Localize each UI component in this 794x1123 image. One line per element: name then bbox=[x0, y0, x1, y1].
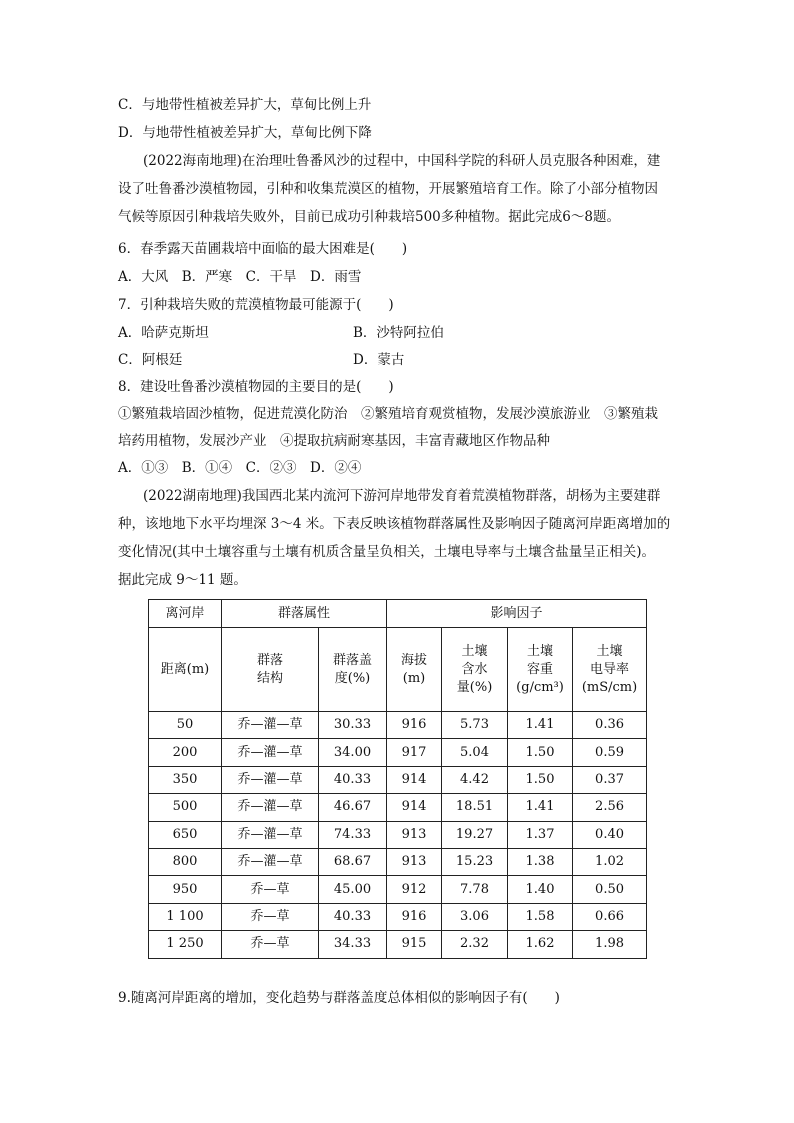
cell-distance: 650 bbox=[149, 821, 222, 848]
cell-coverage: 68.67 bbox=[319, 848, 387, 875]
cell-soil-moisture: 19.27 bbox=[442, 821, 508, 848]
table-row bbox=[149, 766, 647, 793]
table-row bbox=[149, 876, 647, 903]
table-row bbox=[149, 931, 647, 958]
cell-distance: 1 250 bbox=[149, 931, 222, 958]
passage1-line2: 设了吐鲁番沙漠植物园，引种和收集荒漠区的植物，开展繁殖培育工作。除了小部分植物因 bbox=[118, 181, 658, 197]
cell-structure: 乔—灌—草 bbox=[222, 821, 319, 848]
q8-stem: 8．建设吐鲁番沙漠植物园的主要目的是( ) bbox=[118, 379, 394, 395]
cell-soil-conductivity: 0.66 bbox=[573, 903, 647, 930]
cell-soil-density: 1.50 bbox=[508, 766, 573, 793]
cell-soil-conductivity: 2.56 bbox=[573, 794, 647, 821]
cell-coverage: 45.00 bbox=[319, 876, 387, 903]
cell-soil-density: 1.62 bbox=[508, 931, 573, 958]
q7-option-c: C．阿根廷 bbox=[118, 352, 183, 368]
q8-choices-line2: 培药用植物，发展沙产业 ④提取抗病耐寒基因，丰富青藏地区作物品种 bbox=[118, 433, 550, 449]
cell-soil-moisture: 3.06 bbox=[442, 903, 508, 930]
cell-coverage: 30.33 bbox=[319, 712, 387, 739]
passage1-line1: (2022海南地理)在治理吐鲁番风沙的过程中，中国科学院的科研人员克服各种困难，建 bbox=[143, 153, 661, 169]
table-body bbox=[149, 712, 647, 959]
passage2-line3: 变化情况(其中土壤容重与土壤有机质含量呈负相关，土壤电导率与土壤含盐量呈正相关)。 bbox=[118, 544, 656, 560]
cell-soil-moisture: 5.04 bbox=[442, 739, 508, 766]
passage1-line3: 气候等原因引种栽培失败外，目前已成功引种栽培500多种植物。据此完成6～8题。 bbox=[118, 209, 620, 225]
cell-distance: 500 bbox=[149, 794, 222, 821]
header-structure: 群落 结构 bbox=[222, 628, 319, 712]
passage2-line4: 据此完成 9～11 题。 bbox=[118, 572, 247, 588]
cell-soil-density: 1.41 bbox=[508, 794, 573, 821]
table-header-row-1 bbox=[149, 600, 647, 628]
cell-soil-density: 1.37 bbox=[508, 821, 573, 848]
q6-options: A．大风 B．严寒 C．干旱 D．雨雪 bbox=[118, 269, 362, 285]
cell-distance: 1 100 bbox=[149, 903, 222, 930]
cell-soil-density: 1.41 bbox=[508, 712, 573, 739]
cell-altitude: 914 bbox=[387, 766, 442, 793]
cell-soil-density: 1.38 bbox=[508, 848, 573, 875]
cell-soil-moisture: 15.23 bbox=[442, 848, 508, 875]
table-row bbox=[149, 821, 647, 848]
q7-option-a: A．哈萨克斯坦 bbox=[118, 325, 209, 341]
table-row bbox=[149, 848, 647, 875]
cell-structure: 乔—灌—草 bbox=[222, 712, 319, 739]
cell-coverage: 40.33 bbox=[319, 903, 387, 930]
passage2-line2: 种，该地地下水平均埋深 3～4 米。下表反映该植物群落属性及影响因子随离河岸距离增加的 bbox=[118, 516, 671, 532]
cell-distance: 950 bbox=[149, 876, 222, 903]
q8-choices-line1: ①繁殖栽培固沙植物，促进荒漠化防治 ②繁殖培育观赏植物，发展沙漠旅游业 ③繁殖栽 bbox=[118, 406, 658, 422]
cell-distance: 50 bbox=[149, 712, 222, 739]
cell-structure: 乔—灌—草 bbox=[222, 766, 319, 793]
cell-soil-moisture: 2.32 bbox=[442, 931, 508, 958]
cell-coverage: 34.00 bbox=[319, 739, 387, 766]
header-distance-top: 离河岸 bbox=[149, 600, 222, 628]
q8-options: A．①③ B．①④ C．②③ D．②④ bbox=[118, 460, 362, 476]
header-altitude: 海拔 (m) bbox=[387, 628, 442, 712]
cell-structure: 乔—草 bbox=[222, 903, 319, 930]
table-header-row-2 bbox=[149, 628, 647, 712]
cell-structure: 乔—草 bbox=[222, 931, 319, 958]
cell-soil-conductivity: 0.59 bbox=[573, 739, 647, 766]
q7-option-b: B．沙特阿拉伯 bbox=[353, 325, 444, 341]
passage2-line1: (2022湖南地理)我国西北某内流河下游河岸地带发育着荒漠植物群落，胡杨为主要建群 bbox=[143, 488, 661, 504]
header-soil-moisture: 土壤 含水 量(%) bbox=[442, 628, 508, 712]
cell-structure: 乔—草 bbox=[222, 876, 319, 903]
cell-soil-conductivity: 0.40 bbox=[573, 821, 647, 848]
cell-soil-conductivity: 1.02 bbox=[573, 848, 647, 875]
cell-distance: 200 bbox=[149, 739, 222, 766]
cell-structure: 乔—灌—草 bbox=[222, 739, 319, 766]
cell-coverage: 34.33 bbox=[319, 931, 387, 958]
cell-coverage: 40.33 bbox=[319, 766, 387, 793]
cell-altitude: 913 bbox=[387, 821, 442, 848]
q9-stem: 9.随离河岸距离的增加，变化趋势与群落盖度总体相似的影响因子有( ) bbox=[118, 990, 560, 1006]
cell-altitude: 916 bbox=[387, 903, 442, 930]
option-c-prev: C．与地带性植被差异扩大，草甸比例上升 bbox=[118, 97, 372, 113]
header-group-factors: 影响因子 bbox=[387, 600, 647, 628]
cell-structure: 乔—灌—草 bbox=[222, 794, 319, 821]
table-row bbox=[149, 794, 647, 821]
cell-soil-moisture: 4.42 bbox=[442, 766, 508, 793]
cell-soil-conductivity: 0.36 bbox=[573, 712, 647, 739]
cell-coverage: 46.67 bbox=[319, 794, 387, 821]
cell-soil-moisture: 5.73 bbox=[442, 712, 508, 739]
cell-soil-moisture: 18.51 bbox=[442, 794, 508, 821]
cell-soil-conductivity: 0.50 bbox=[573, 876, 647, 903]
cell-altitude: 916 bbox=[387, 712, 442, 739]
cell-soil-moisture: 7.78 bbox=[442, 876, 508, 903]
cell-altitude: 915 bbox=[387, 931, 442, 958]
q7-option-d: D．蒙古 bbox=[353, 352, 405, 368]
cell-soil-density: 1.58 bbox=[508, 903, 573, 930]
table-row bbox=[149, 739, 647, 766]
header-distance: 距离(m) bbox=[149, 628, 222, 712]
header-group-attributes: 群落属性 bbox=[222, 600, 387, 628]
cell-distance: 800 bbox=[149, 848, 222, 875]
cell-soil-density: 1.40 bbox=[508, 876, 573, 903]
cell-altitude: 914 bbox=[387, 794, 442, 821]
header-soil-density: 土壤 容重 (g/cm³) bbox=[508, 628, 573, 712]
header-coverage: 群落盖 度(%) bbox=[319, 628, 387, 712]
cell-soil-conductivity: 1.98 bbox=[573, 931, 647, 958]
cell-coverage: 74.33 bbox=[319, 821, 387, 848]
option-d-prev: D．与地带性植被差异扩大，草甸比例下降 bbox=[118, 125, 372, 141]
cell-soil-conductivity: 0.37 bbox=[573, 766, 647, 793]
cell-distance: 350 bbox=[149, 766, 222, 793]
cell-altitude: 912 bbox=[387, 876, 442, 903]
table-row bbox=[149, 712, 647, 739]
cell-altitude: 917 bbox=[387, 739, 442, 766]
cell-soil-density: 1.50 bbox=[508, 739, 573, 766]
q7-stem: 7．引种栽培失败的荒漠植物最可能源于( ) bbox=[118, 297, 394, 313]
q6-stem: 6．春季露天苗圃栽培中面临的最大困难是( ) bbox=[118, 241, 408, 257]
cell-altitude: 913 bbox=[387, 848, 442, 875]
table-row bbox=[149, 903, 647, 930]
cell-structure: 乔—灌—草 bbox=[222, 848, 319, 875]
data-table bbox=[148, 599, 647, 959]
header-soil-conductivity: 土壤 电导率 (mS/cm) bbox=[573, 628, 647, 712]
